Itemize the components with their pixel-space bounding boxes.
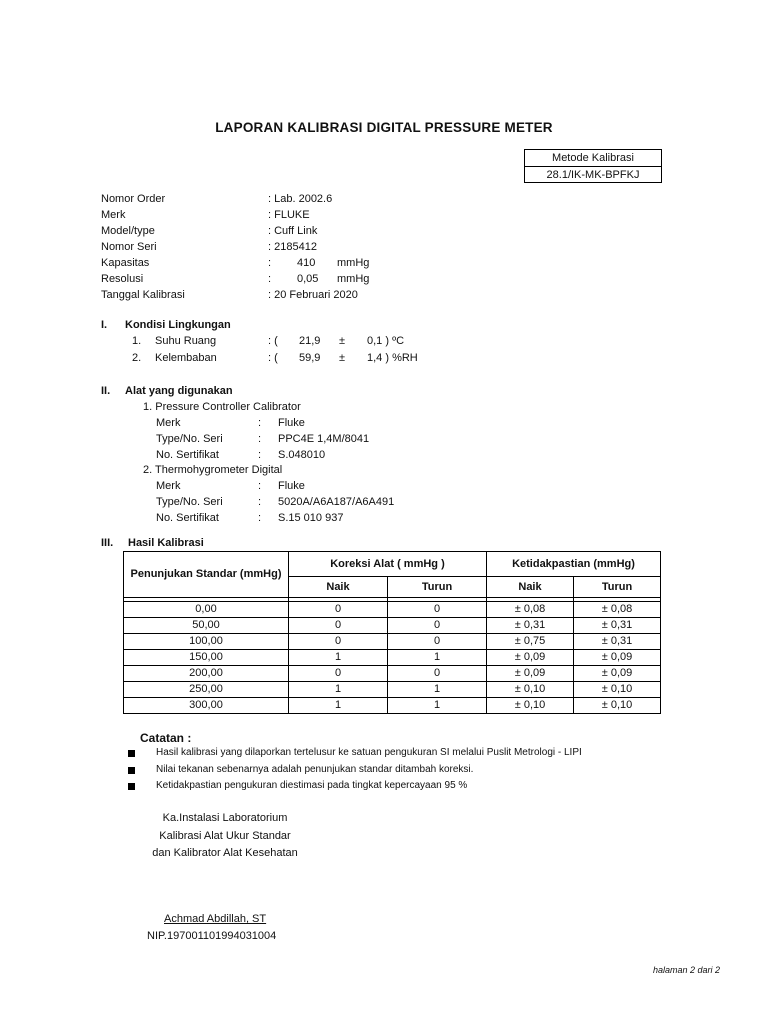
cell-koreksi-turun: 0 xyxy=(388,618,487,634)
kondisi-pm-1: ± xyxy=(339,335,346,347)
info-label-kapasitas: Kapasitas xyxy=(101,257,150,269)
tool-name-2: 2. Thermohygrometer Digital xyxy=(143,464,283,476)
cell-std: 200,00 xyxy=(124,666,289,682)
cell-koreksi-naik: 0 xyxy=(289,618,388,634)
table-row xyxy=(124,682,661,698)
tool1-label-type: Type/No. Seri xyxy=(156,433,223,445)
kondisi-open-1: : ( xyxy=(268,335,278,347)
info-value-merk: : FLUKE xyxy=(268,209,310,221)
cell-unc-turun: ± 0,08 xyxy=(574,602,661,618)
cell-koreksi-naik: 0 xyxy=(289,634,388,650)
table-row xyxy=(124,650,661,666)
page-number: halaman 2 dari 2 xyxy=(653,965,721,975)
tool2-label-merk: Merk xyxy=(156,480,181,492)
header-koreksi-turun: Turun xyxy=(388,577,487,598)
table-row xyxy=(124,618,661,634)
catatan-item-2: Nilai tekanan sebenarnya adalah penunjukan standar ditambah koreksi. xyxy=(156,764,474,775)
section3-num: III. xyxy=(101,537,114,549)
signature-line-1: Ka.Instalasi Laboratorium xyxy=(162,812,288,824)
hasil-table xyxy=(123,551,661,714)
bullet-icon xyxy=(128,767,135,774)
kondisi-label-1: Suhu Ruang xyxy=(155,335,217,347)
cell-koreksi-naik: 1 xyxy=(289,682,388,698)
cell-koreksi-turun: 1 xyxy=(388,682,487,698)
signatory-nip: NIP.197001101994031004 xyxy=(147,930,277,942)
kondisi-open-2: : ( xyxy=(268,352,278,364)
cell-unc-naik: ± 0,31 xyxy=(487,618,574,634)
tool1-colon-sertifikat: : xyxy=(258,449,262,461)
cell-unc-naik: ± 0,08 xyxy=(487,602,574,618)
section2-num: II. xyxy=(101,385,111,397)
table-row xyxy=(124,634,661,650)
tool2-colon-sertifikat: : xyxy=(258,512,262,524)
info-label-tanggal: Tanggal Kalibrasi xyxy=(101,289,185,301)
cell-koreksi-naik: 1 xyxy=(289,698,388,714)
info-colon-resolusi: : xyxy=(268,273,272,285)
info-value-order: : Lab. 2002.6 xyxy=(268,193,333,205)
catatan-item-3: Ketidakpastian pengukuran diestimasi pada tingkat kepercayaan 95 % xyxy=(156,780,468,791)
tool1-colon-type: : xyxy=(258,433,262,445)
cell-koreksi-naik: 1 xyxy=(289,650,388,666)
bullet-icon xyxy=(128,750,135,757)
cell-unc-turun: ± 0,09 xyxy=(574,666,661,682)
tool1-colon-merk: : xyxy=(258,417,262,429)
cell-koreksi-turun: 0 xyxy=(388,666,487,682)
tool1-value-sertifikat: S.048010 xyxy=(278,449,326,461)
cell-koreksi-turun: 1 xyxy=(388,650,487,666)
tool2-value-merk: Fluke xyxy=(278,480,305,492)
tool2-value-type: 5020A/A6A187/A6A491 xyxy=(278,496,395,508)
info-colon-kapasitas: : xyxy=(268,257,272,269)
catatan-title: Catatan : xyxy=(140,731,192,745)
header-std: Penunjukan Standar (mmHg) xyxy=(124,552,289,598)
cell-std: 300,00 xyxy=(124,698,289,714)
section2-title: Alat yang digunakan xyxy=(125,385,233,397)
tool2-label-sertifikat: No. Sertifikat xyxy=(156,512,219,524)
info-label-model: Model/type xyxy=(101,225,155,237)
tool2-colon-type: : xyxy=(258,496,262,508)
cell-unc-naik: ± 0,09 xyxy=(487,666,574,682)
header-koreksi: Koreksi Alat ( mmHg ) xyxy=(289,552,487,577)
tool-name-1: 1. Pressure Controller Calibrator xyxy=(143,401,301,413)
table-row xyxy=(124,698,661,714)
info-num-kapasitas: 410 xyxy=(297,257,316,269)
cell-koreksi-turun: 0 xyxy=(388,602,487,618)
header-unc-turun: Turun xyxy=(574,577,661,598)
kondisi-unc-2: 1,4 ) %RH xyxy=(367,352,418,364)
cell-std: 0,00 xyxy=(124,602,289,618)
header-unc: Ketidakpastian (mmHg) xyxy=(487,552,661,577)
info-label-order: Nomor Order xyxy=(101,193,166,205)
cell-koreksi-turun: 1 xyxy=(388,698,487,714)
info-label-merk: Merk xyxy=(101,209,126,221)
cell-unc-turun: ± 0,09 xyxy=(574,650,661,666)
tool1-value-merk: Fluke xyxy=(278,417,305,429)
cell-std: 150,00 xyxy=(124,650,289,666)
signature-line-2: Kalibrasi Alat Ukur Standar xyxy=(159,830,291,842)
cell-std: 100,00 xyxy=(124,634,289,650)
cell-unc-naik: ± 0,09 xyxy=(487,650,574,666)
metode-label: Metode Kalibrasi xyxy=(525,150,661,167)
cell-koreksi-turun: 0 xyxy=(388,634,487,650)
page-title: LAPORAN KALIBRASI DIGITAL PRESSURE METER xyxy=(215,120,553,135)
cell-koreksi-naik: 0 xyxy=(289,666,388,682)
table-row xyxy=(124,602,661,618)
signature-line-3: dan Kalibrator Alat Kesehatan xyxy=(152,847,298,859)
metode-value: 28.1/IK-MK-BPFKJ xyxy=(546,169,640,181)
info-label-seri: Nomor Seri xyxy=(101,241,157,253)
info-num-resolusi: 0,05 xyxy=(297,273,319,285)
tool1-label-sertifikat: No. Sertifikat xyxy=(156,449,219,461)
table-header-row xyxy=(124,552,661,577)
section3-title: Hasil Kalibrasi xyxy=(128,537,204,549)
section1-num: I. xyxy=(101,319,108,331)
cell-unc-turun: ± 0,10 xyxy=(574,682,661,698)
info-unit-kapasitas: mmHg xyxy=(337,257,370,269)
tool2-colon-merk: : xyxy=(258,480,262,492)
info-value-seri: : 2185412 xyxy=(268,241,317,253)
header-koreksi-naik: Naik xyxy=(289,577,388,598)
kondisi-val-1: 21,9 xyxy=(299,335,321,347)
info-value-model: : Cuff Link xyxy=(268,225,318,237)
info-value-tanggal: : 20 Februari 2020 xyxy=(268,289,358,301)
section1-title: Kondisi Lingkungan xyxy=(125,319,231,331)
bullet-icon xyxy=(128,783,135,790)
cell-unc-turun: ± 0,31 xyxy=(574,618,661,634)
kondisi-unc-1: 0,1 ) ºC xyxy=(367,335,405,347)
cell-std: 250,00 xyxy=(124,682,289,698)
info-unit-resolusi: mmHg xyxy=(337,273,370,285)
cell-unc-naik: ± 0,10 xyxy=(487,682,574,698)
tool2-value-sertifikat: S.15 010 937 xyxy=(278,512,344,524)
kondisi-label-2: Kelembaban xyxy=(155,352,217,364)
kondisi-val-2: 59,9 xyxy=(299,352,321,364)
kondisi-n-2: 2. xyxy=(132,352,142,364)
cell-std: 50,00 xyxy=(124,618,289,634)
cell-unc-turun: ± 0,10 xyxy=(574,698,661,714)
table-row xyxy=(124,666,661,682)
header-unc-naik: Naik xyxy=(487,577,574,598)
metode-box xyxy=(524,149,662,183)
catatan-item-1: Hasil kalibrasi yang dilaporkan tertelusur ke satuan pengukuran SI melalui Puslit Metrologi - LIPI xyxy=(156,747,582,758)
tool1-value-type: PPC4E 1,4M/8041 xyxy=(278,433,370,445)
tool2-label-type: Type/No. Seri xyxy=(156,496,223,508)
cell-koreksi-naik: 0 xyxy=(289,602,388,618)
cell-unc-naik: ± 0,75 xyxy=(487,634,574,650)
kondisi-n-1: 1. xyxy=(132,335,142,347)
signatory-name: Achmad Abdillah, ST xyxy=(164,913,267,925)
cell-unc-naik: ± 0,10 xyxy=(487,698,574,714)
cell-unc-turun: ± 0,31 xyxy=(574,634,661,650)
kondisi-pm-2: ± xyxy=(339,352,346,364)
tool1-label-merk: Merk xyxy=(156,417,181,429)
info-label-resolusi: Resolusi xyxy=(101,273,144,285)
